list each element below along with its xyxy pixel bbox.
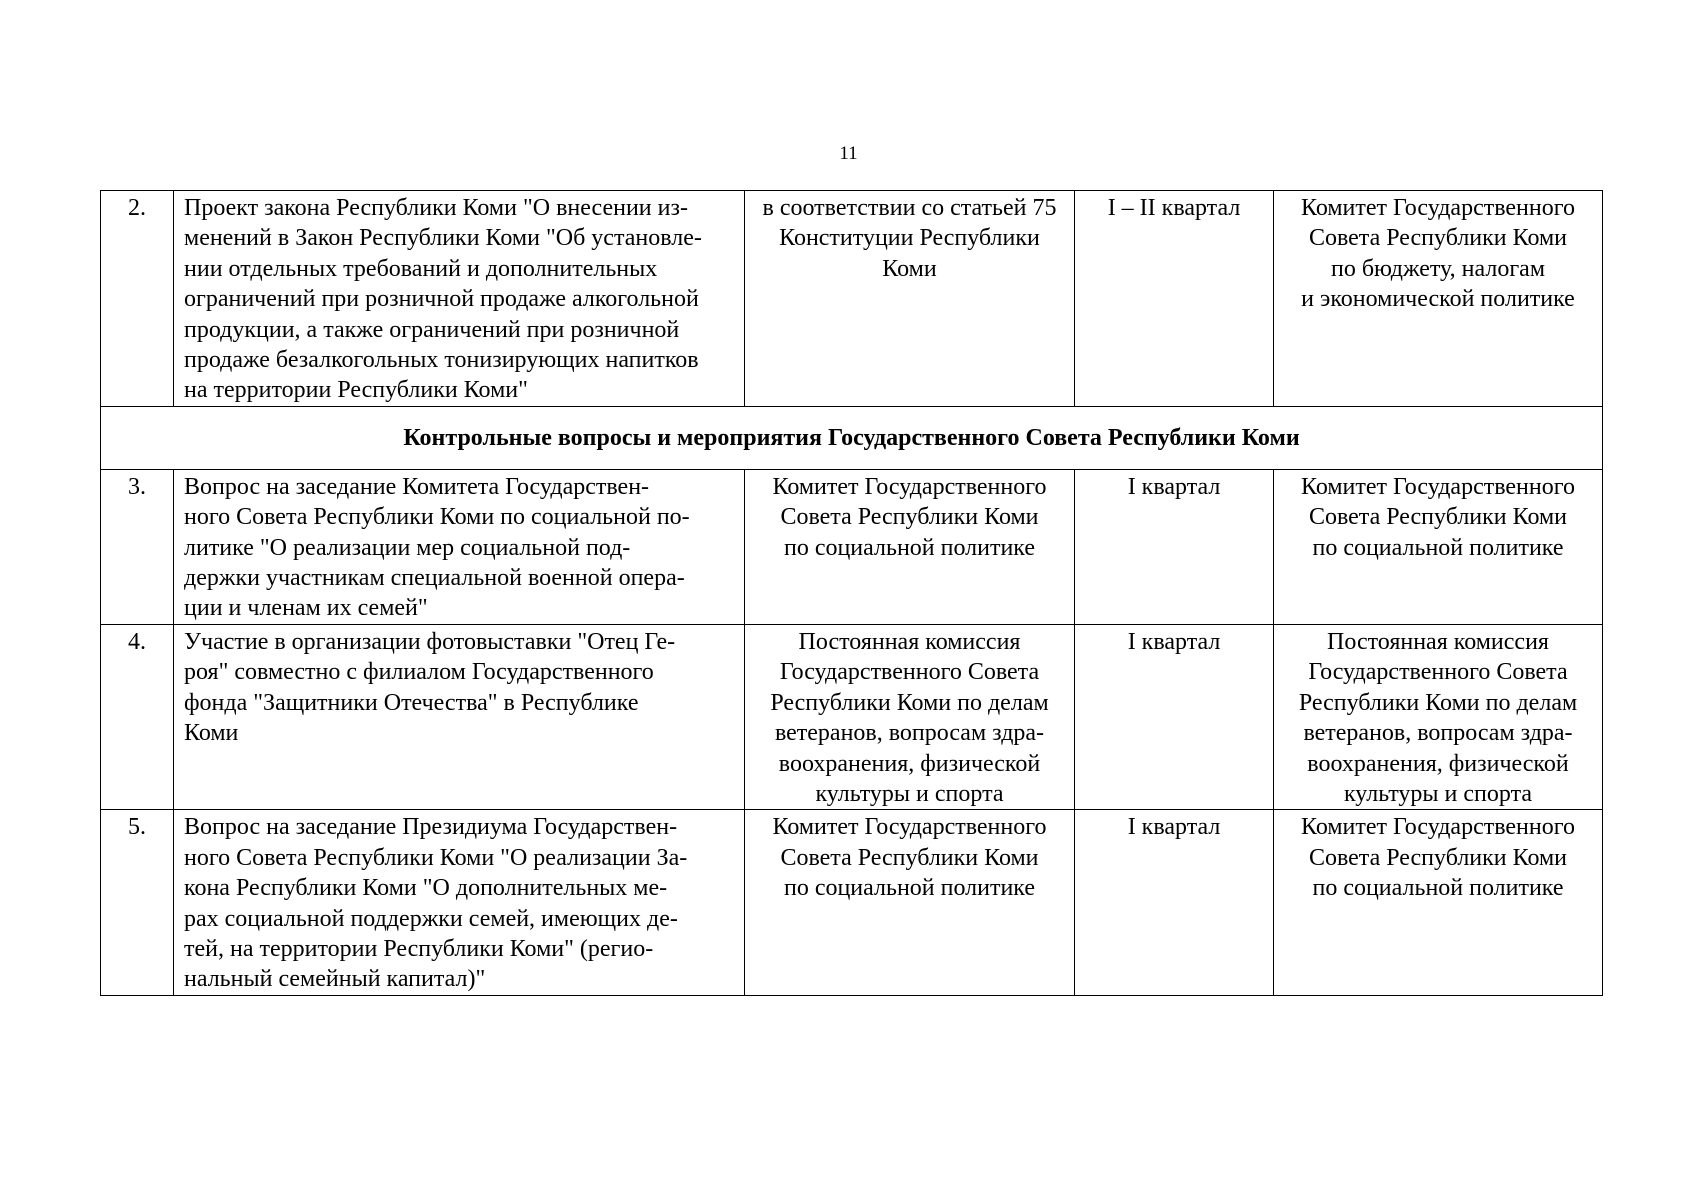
event-name-cell: Вопрос на заседание Президиума Государствен- ного Совета Республики Коми "О реализации За- кона Республики Коми "О дополнительных ме- рах социальной поддержки семей, имеющих де- тей, на территории Республики Коми" (регио- нальный семейный капитал)" xyxy=(174,810,745,995)
section-title: Контрольные вопросы и мероприятия Государственного Совета Республики Коми xyxy=(101,406,1603,469)
plan-table xyxy=(100,190,1603,996)
event-name-cell: Проект закона Республики Коми "О внесении из- менений в Закон Республики Коми "Об установле- нии отдельных требований и дополнительных ограничений при розничной продаже алкогольной продукции, а также ограничений при розничной продаже безалкогольных тонизирующих напитков на территории Республики Коми" xyxy=(174,191,745,407)
term-cell: I квартал xyxy=(1075,624,1274,809)
event-name-cell: Участие в организации фотовыставки "Отец Ге- роя" совместно с филиалом Государственного фонда "Защитники Отечества" в Республике Коми xyxy=(174,624,745,809)
responsible-cell: Постоянная комиссия Государственного Совета Республики Коми по делам ветеранов, вопросам здра- воохранения, физической культуры и спорта xyxy=(1274,624,1603,809)
responsible-cell: Комитет Государственного Совета Республики Коми по социальной политике xyxy=(1274,810,1603,995)
row-number: 3. xyxy=(101,469,174,624)
table-row xyxy=(101,191,1603,407)
basis-cell: Комитет Государственного Совета Республики Коми по социальной политике xyxy=(745,469,1075,624)
row-number: 2. xyxy=(101,191,174,407)
basis-cell: в соответствии со статьей 75 Конституции Республики Коми xyxy=(745,191,1075,407)
term-cell: I квартал xyxy=(1075,469,1274,624)
event-name-cell: Вопрос на заседание Комитета Государствен- ного Совета Республики Коми по социальной по- литике "О реализации мер социальной под- держки участникам специальной военной опера- ции и членам их семей" xyxy=(174,469,745,624)
responsible-cell: Комитет Государственного Совета Республики Коми по социальной политике xyxy=(1274,469,1603,624)
basis-cell: Постоянная комиссия Государственного Совета Республики Коми по делам ветеранов, вопросам здра- воохранения, физической культуры и спорта xyxy=(745,624,1075,809)
table-row xyxy=(101,624,1603,809)
row-number: 4. xyxy=(101,624,174,809)
row-number: 5. xyxy=(101,810,174,995)
page-number: 11 xyxy=(839,143,858,164)
section-header-row xyxy=(101,406,1603,469)
basis-cell: Комитет Государственного Совета Республики Коми по социальной политике xyxy=(745,810,1075,995)
responsible-cell: Комитет Государственного Совета Республики Коми по бюджету, налогам и экономической политике xyxy=(1274,191,1603,407)
table-row xyxy=(101,469,1603,624)
term-cell: I квартал xyxy=(1075,810,1274,995)
table-row xyxy=(101,810,1603,995)
term-cell: I – II квартал xyxy=(1075,191,1274,407)
